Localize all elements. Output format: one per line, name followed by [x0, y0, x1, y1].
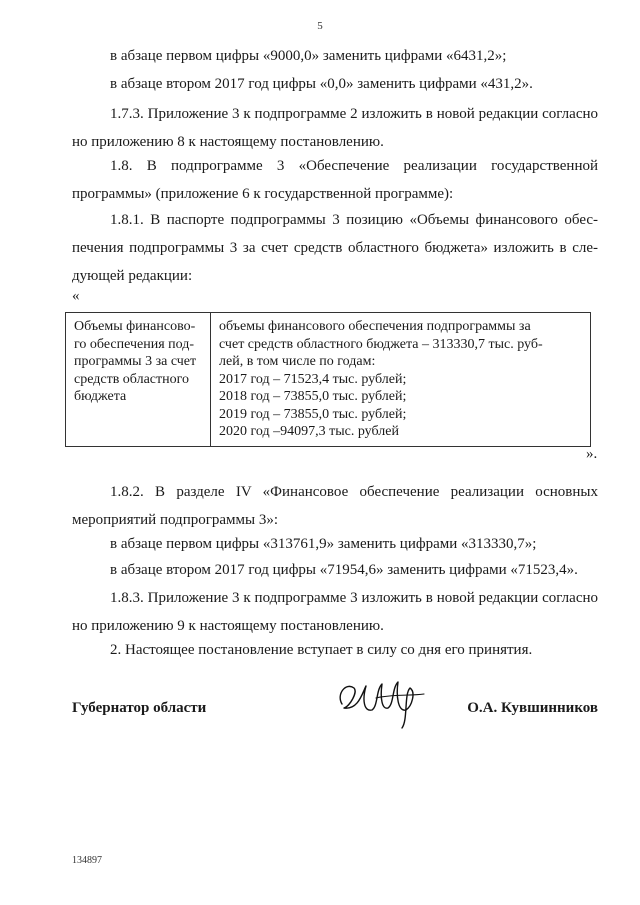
signature-block [72, 690, 598, 750]
cell-line: Объемы финансово- [74, 319, 196, 334]
paragraph-first-abzac-3 [110, 530, 598, 558]
paragraph-1-8-3 [72, 584, 598, 640]
paragraph-line: 1.8.3. Приложение 3 к подпрограмме 3 изложить в новой редакции согласно [110, 590, 598, 606]
paragraph-2 [110, 636, 598, 664]
paragraph-second-abzac-3 [110, 556, 598, 584]
paragraph-text: в абзаце втором 2017 год цифры «71954,6» заменить цифрами «71523,4». [110, 562, 578, 578]
cell-line: 2019 год – 73855,0 тыс. рублей; [219, 406, 407, 422]
paragraph-line: мероприятий подпрограммы 3»: [72, 512, 279, 528]
cell-line: объемы финансового обеспечения подпрограммы за [219, 319, 531, 334]
paragraph-line: печения подпрограммы 3 за счет средств областного бюджета» изложить в сле- [72, 240, 598, 256]
paragraph-1-8 [72, 152, 598, 208]
paragraph-1-7-3 [72, 100, 598, 156]
cell-line: лей, в том числе по годам: [219, 354, 376, 369]
table-cell-label [66, 313, 211, 447]
paragraph-line: но приложению 9 к настоящему постановлению. [72, 618, 384, 634]
paragraph-line: 1.7.3. Приложение 3 к подпрограмме 2 изложить в новой редакции согласно [110, 106, 598, 122]
table-cell-value [211, 313, 591, 447]
table-row [66, 313, 591, 447]
cell-line: средств областного [74, 371, 190, 387]
document-code: 134897 [72, 855, 102, 866]
handwritten-signature [332, 672, 452, 734]
cell-line: 2018 год – 73855,0 тыс. рублей; [219, 389, 407, 404]
paragraph-text: в абзаце первом цифры «9000,0» заменить цифрами «6431,2»; [110, 48, 507, 64]
paragraph-first-abzac-2 [110, 42, 598, 70]
paragraph-line: программы» (приложение 6 к государственной программе): [72, 186, 454, 202]
page-number: 5 [317, 20, 323, 32]
paragraph-line: дующей редакции: [72, 268, 193, 284]
cell-line: программы 3 за счет [74, 354, 197, 369]
cell-line: счет средств областного бюджета – 313330,7 тыс. руб- [219, 336, 543, 352]
paragraph-line: 1.8. В подпрограмме 3 «Обеспечение реализации государственной [110, 158, 598, 174]
cell-line: 2017 год – 71523,4 тыс. рублей; [219, 371, 407, 387]
signatory-name: О.А. Кувшинников [467, 700, 598, 716]
closing-quote: ». [586, 446, 598, 462]
paragraph-line: 1.8.1. В паспорте подпрограммы 3 позицию «Объемы финансового обес- [110, 212, 598, 228]
financing-table [65, 312, 591, 447]
cell-line: го обеспечения под- [74, 336, 195, 352]
paragraph-text: в абзаце втором 2017 год цифры «0,0» заменить цифрами «431,2». [110, 76, 533, 92]
opening-quote: « [72, 288, 80, 304]
paragraph-1-8-1 [72, 206, 598, 290]
cell-line: бюджета [74, 389, 127, 404]
paragraph-text: в абзаце первом цифры «313761,9» заменить цифрами «313330,7»; [110, 536, 537, 552]
signatory-title: Губернатор области [72, 700, 207, 716]
paragraph-text: 2. Настоящее постановление вступает в силу со дня его принятия. [110, 642, 533, 658]
paragraph-line: но приложению 8 к настоящему постановлению. [72, 134, 384, 150]
paragraph-line: 1.8.2. В разделе IV «Финансовое обеспечение реализации основных [110, 484, 598, 500]
paragraph-second-abzac-2 [110, 70, 598, 98]
paragraph-1-8-2 [72, 478, 598, 534]
cell-line: 2020 год –94097,3 тыс. рублей [219, 424, 399, 439]
